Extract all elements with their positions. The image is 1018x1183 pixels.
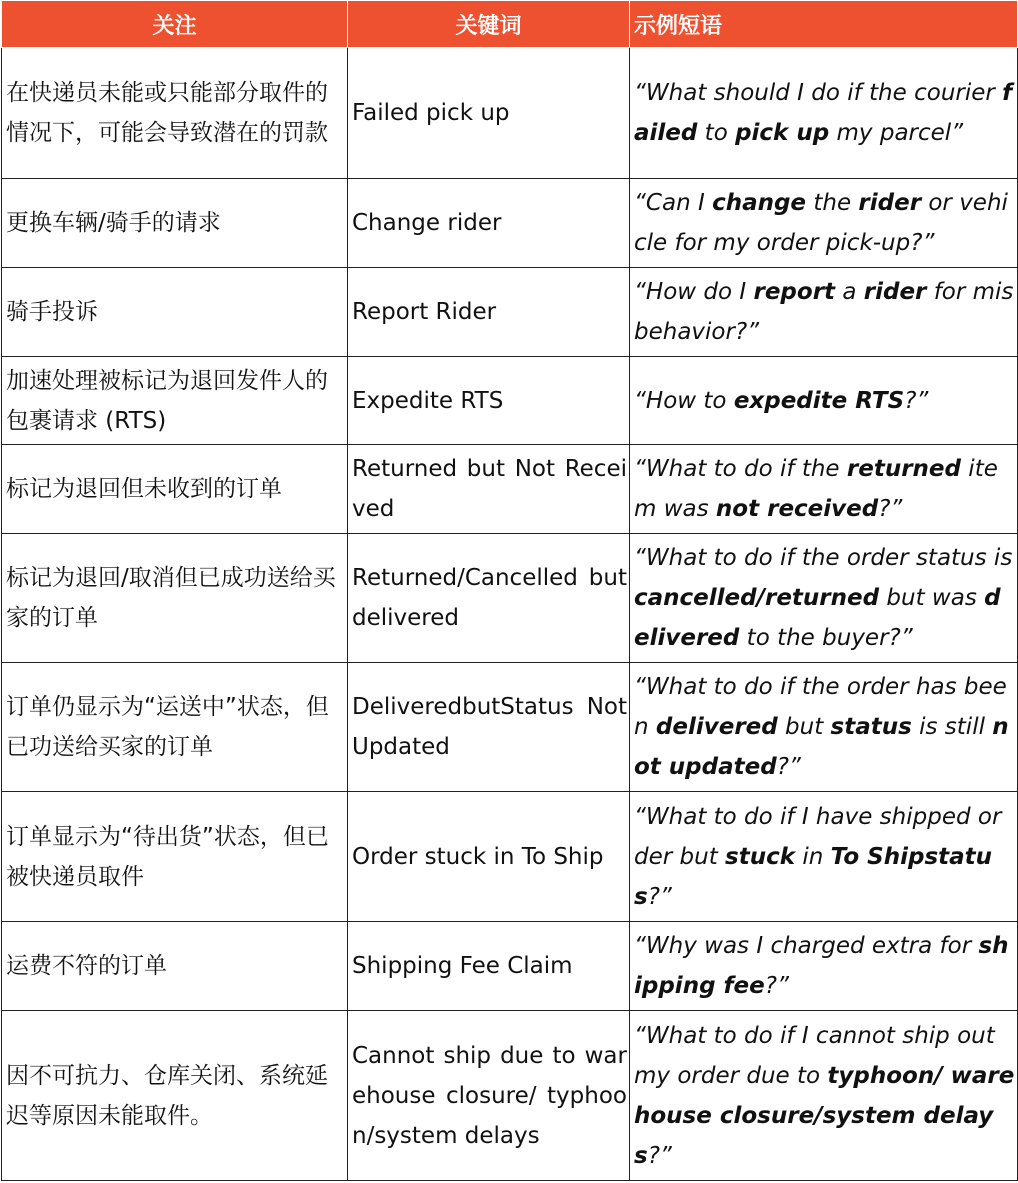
example-text: but was (879, 585, 985, 611)
table-row (2, 1011, 1018, 1181)
example-cell (630, 922, 1018, 1011)
table-row (2, 534, 1018, 663)
table-row (2, 445, 1018, 534)
keyword-cell: Expedite RTS (348, 357, 630, 445)
table-row (2, 663, 1018, 792)
table-row (2, 357, 1018, 445)
example-cell (630, 357, 1018, 445)
example-keyword-emphasis: cancelled/returned (634, 585, 880, 611)
example-keyword-emphasis: returned (846, 456, 961, 482)
example-keyword-emphasis: delivered (655, 714, 778, 740)
table-row (2, 792, 1018, 922)
example-cell (630, 534, 1018, 663)
example-keyword-emphasis: typhoon/ warehouse closure/system delays (634, 1062, 1015, 1169)
example-text: “Can I (634, 190, 713, 216)
example-cell (630, 179, 1018, 268)
header-keyword: 关键词 (348, 1, 630, 48)
example-keyword-emphasis: failed (634, 80, 1013, 146)
example-keyword-emphasis: shipping fee (634, 933, 1009, 999)
concern-cell: 因不可抗力、仓库关闭、系统延迟等原因未能取件。 (2, 1011, 348, 1181)
example-cell (630, 1011, 1018, 1181)
concern-cell: 订单仍显示为“运送中”状态，但已功送给买家的订单 (2, 663, 348, 792)
example-text: in (795, 843, 831, 870)
example-text: “How do I (634, 279, 754, 305)
example-keyword-emphasis: not updated (634, 714, 1009, 780)
table-row (2, 48, 1018, 179)
table-row (2, 179, 1018, 268)
keyword-cell: Order stuck in To Ship (348, 792, 630, 922)
example-text: but (777, 714, 831, 740)
example-text: “What to do if the (634, 456, 847, 482)
example-keyword-emphasis: rider (863, 279, 927, 305)
concern-cell: 在快递员未能或只能部分取件的情况下，可能会导致潜在的罚款 (2, 48, 348, 179)
faq-table (1, 0, 1018, 1181)
concern-cell: 运费不符的订单 (2, 922, 348, 1011)
example-text: a (835, 279, 864, 305)
example-keyword-emphasis: expedite RTS (733, 387, 905, 414)
header-example: 示例短语 (630, 1, 1018, 48)
example-text: “Why was I charged extra for (634, 933, 979, 959)
example-keyword-emphasis: stuck (725, 843, 796, 870)
header-row (2, 1, 1018, 48)
example-text: ?” (647, 883, 672, 910)
example-text: or vehicle for my order pick-up?” (634, 190, 1008, 256)
example-text: my parcel” (829, 120, 964, 146)
example-keyword-emphasis: change (712, 190, 807, 216)
example-text: “What to do if the order has been (634, 674, 1007, 740)
example-keyword-emphasis: rider (858, 190, 922, 216)
example-keyword-emphasis: report (753, 279, 836, 305)
example-text: ?” (904, 387, 929, 414)
example-cell (630, 792, 1018, 922)
example-text: ?” (764, 973, 789, 999)
example-text: is still (911, 714, 993, 740)
table-row (2, 922, 1018, 1011)
example-text: to the buyer?” (739, 625, 913, 651)
concern-cell: 标记为退回/取消但已成功送给买家的订单 (2, 534, 348, 663)
example-cell (630, 663, 1018, 792)
example-cell (630, 268, 1018, 357)
example-text: item was (634, 456, 998, 522)
example-keyword-emphasis: status (830, 714, 912, 740)
example-keyword-emphasis: not received (715, 496, 879, 522)
example-text: for misbehavior?” (634, 279, 1014, 345)
example-keyword-emphasis: delivered (634, 585, 1001, 651)
example-text: ?” (776, 754, 801, 780)
example-text: “How to (634, 387, 734, 414)
table-row (2, 268, 1018, 357)
example-text: “What to do if I have shipped order but (634, 803, 1002, 870)
example-text: the (806, 190, 859, 216)
keyword-cell: Report Rider (348, 268, 630, 357)
keyword-cell: Shipping Fee Claim (348, 922, 630, 1011)
keyword-cell: Change rider (348, 179, 630, 268)
concern-cell: 标记为退回但未收到的订单 (2, 445, 348, 534)
example-text: ?” (647, 1142, 672, 1169)
concern-cell: 骑手投诉 (2, 268, 348, 357)
example-text: “What to do if I cannot ship out my order due to (634, 1022, 995, 1089)
example-keyword-emphasis: pick up (735, 120, 830, 146)
example-text: ?” (878, 496, 903, 522)
concern-cell: 更换车辆/骑手的请求 (2, 179, 348, 268)
example-cell (630, 445, 1018, 534)
example-text: “What should I do if the courier (634, 80, 1003, 106)
keyword-cell: Failed pick up (348, 48, 630, 179)
keyword-cell: Cannot ship due to warehouse closure/ typhoon/system delays (348, 1011, 630, 1181)
concern-cell: 加速处理被标记为退回发件人的包裹请求 (RTS) (2, 357, 348, 445)
concern-cell: 订单显示为“待出货”状态，但已被快递员取件 (2, 792, 348, 922)
example-keyword-emphasis: To Shipstatus (634, 843, 993, 910)
keyword-cell: Returned/Cancelled but delivered (348, 534, 630, 663)
keyword-cell: DeliveredbutStatus Not Updated (348, 663, 630, 792)
example-text: “What to do if the order status is (634, 545, 1013, 571)
example-cell (630, 48, 1018, 179)
keyword-cell: Returned but Not Received (348, 445, 630, 534)
header-concern: 关注 (2, 1, 348, 48)
example-text: to (697, 120, 736, 146)
